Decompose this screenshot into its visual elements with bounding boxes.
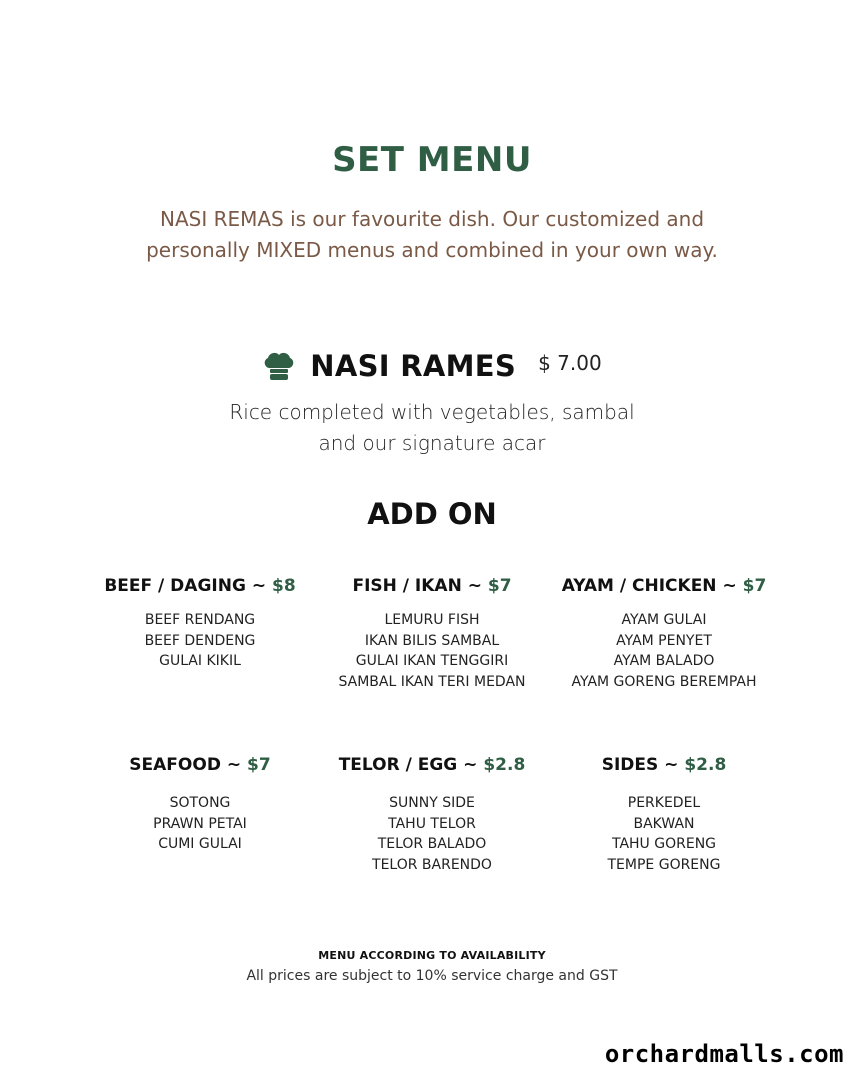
page-title: SET MENU xyxy=(332,140,532,180)
menu-item: PERKEDEL xyxy=(627,795,701,811)
service-charge-note: All prices are subject to 10% service charge and GST xyxy=(246,968,618,984)
category-fish xyxy=(302,575,562,693)
category-sides xyxy=(534,754,794,876)
category-price: $7 xyxy=(742,576,767,596)
menu-item: AYAM PENYET xyxy=(616,632,712,649)
main-item-price: $ 7.00 xyxy=(538,351,602,375)
menu-item: BEEF DENDENG xyxy=(144,632,256,649)
category-items xyxy=(534,610,794,693)
category-items xyxy=(302,610,562,693)
menu-item: AYAM GORENG BEREMPAH xyxy=(571,674,757,691)
menu-item: PRAWN PETAI xyxy=(153,815,247,832)
menu-item: TELOR BALADO xyxy=(377,836,487,853)
category-items xyxy=(70,610,330,672)
category-heading xyxy=(70,575,330,597)
menu-item: GULAI KIKIL xyxy=(159,653,241,670)
menu-item: BAKWAN xyxy=(633,815,695,832)
category-name: TELOR / EGG ~ xyxy=(338,755,484,775)
menu-item: TELOR BARENDO xyxy=(372,857,492,874)
menu-item: SUNNY SIDE xyxy=(389,795,475,811)
category-name: SIDES ~ xyxy=(601,755,685,775)
category-items xyxy=(534,793,794,876)
category-heading xyxy=(70,754,330,776)
watermark: orchardmalls.com xyxy=(604,1040,844,1068)
availability-note: MENU ACCORDING TO AVAILABILITY xyxy=(318,949,546,962)
category-heading xyxy=(302,575,562,597)
main-item-description xyxy=(132,397,732,459)
category-price: $8 xyxy=(271,576,296,596)
category-price: $2.8 xyxy=(684,755,727,775)
category-egg xyxy=(302,754,562,876)
category-price: $2.8 xyxy=(483,755,526,775)
category-items xyxy=(70,793,330,855)
menu-item: TAHU GORENG xyxy=(611,836,717,853)
menu-item: CUMI GULAI xyxy=(158,836,242,853)
category-price: $7 xyxy=(487,576,512,596)
menu-item: GULAI IKAN TENGGIRI xyxy=(355,653,509,670)
category-name: AYAM / CHICKEN ~ xyxy=(561,576,743,596)
menu-item: IKAN BILIS SAMBAL xyxy=(364,632,500,649)
category-heading xyxy=(534,754,794,776)
main-item-description-line: Rice completed with vegetables, sambal xyxy=(229,400,635,424)
menu-item: AYAM BALADO xyxy=(613,653,715,670)
category-name: BEEF / DAGING ~ xyxy=(104,576,272,596)
add-on-title: ADD ON xyxy=(367,497,497,531)
main-item-description-line: and our signature acar xyxy=(318,431,546,455)
menu-item: TEMPE GORENG xyxy=(607,857,721,874)
category-heading xyxy=(302,754,562,776)
main-item-row xyxy=(0,346,864,386)
category-beef xyxy=(70,575,330,672)
menu-item: BEEF RENDANG xyxy=(144,612,256,628)
category-seafood xyxy=(70,754,330,855)
category-heading xyxy=(534,575,794,597)
category-name: FISH / IKAN ~ xyxy=(352,576,488,596)
intro-text: NASI REMAS is our favourite dish. Our customized and personally MIXED menus and combined in your own way. xyxy=(146,207,718,262)
category-items xyxy=(302,793,562,876)
category-price: $7 xyxy=(247,755,271,775)
chef-hat-icon xyxy=(262,351,296,381)
category-chicken xyxy=(534,575,794,693)
menu-item: TAHU TELOR xyxy=(388,815,476,832)
main-item-name: NASI RAMES xyxy=(310,349,517,383)
category-name: SEAFOOD ~ xyxy=(129,755,248,775)
menu-item: LEMURU FISH xyxy=(384,612,480,628)
menu-item: AYAM GULAI xyxy=(621,612,707,628)
menu-item: SOTONG xyxy=(169,795,231,811)
menu-item: SAMBAL IKAN TERI MEDAN xyxy=(338,674,526,691)
